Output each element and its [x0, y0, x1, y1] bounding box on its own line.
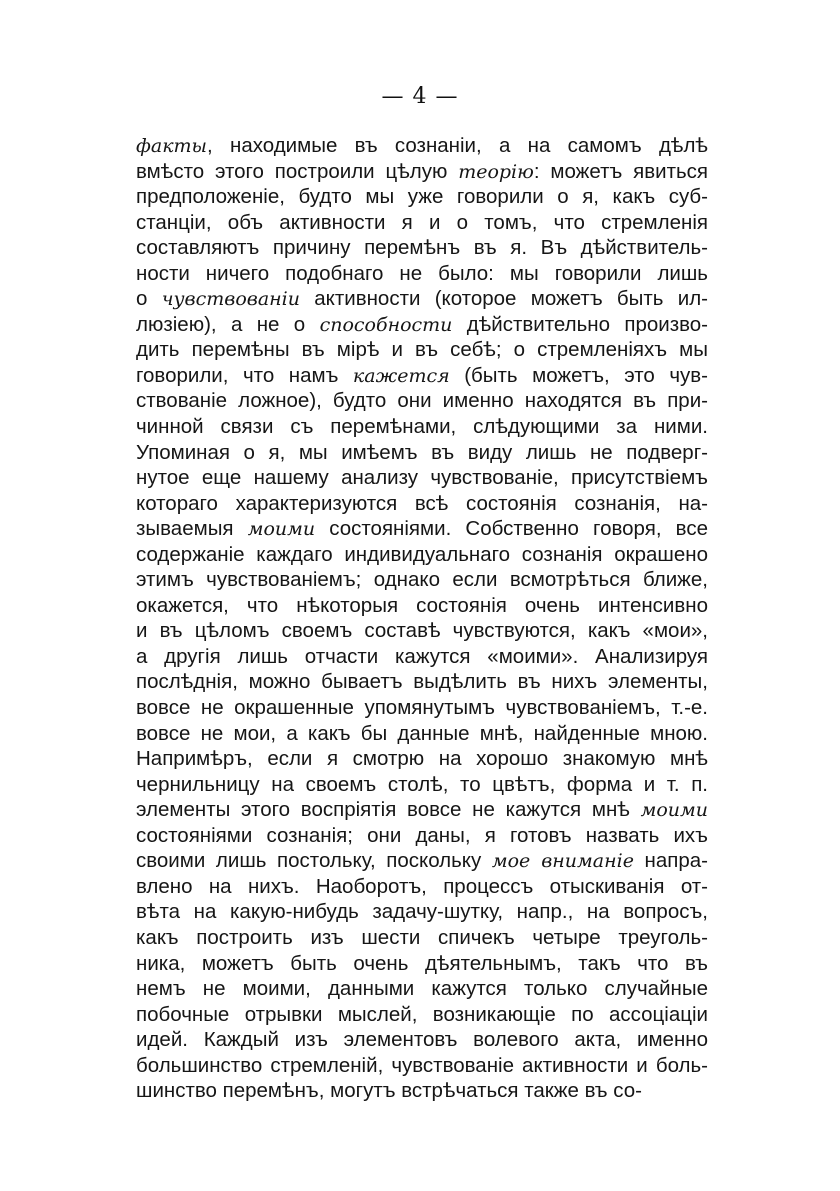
text-line	[136, 951, 708, 977]
text-run: состояніями. Собственно говоря, все	[315, 517, 708, 541]
text-run: окажется, что нѣкоторыя состоянія очень интенсивно	[136, 593, 708, 617]
text-line	[136, 516, 708, 542]
italic-emphasis: чувствованіи	[161, 288, 300, 311]
text-line	[136, 874, 708, 900]
text-run: дить перемѣны въ мірѣ и въ себѣ; о стремленіяхъ мы	[136, 338, 708, 362]
text-line	[136, 491, 708, 517]
text-run: элементы этого воспріятія вовсе не кажутся мнѣ	[136, 798, 641, 822]
text-line	[136, 159, 708, 185]
italic-emphasis: моими	[247, 518, 316, 541]
text-run: шинство перемѣнъ, могутъ встрѣчаться также въ со-	[136, 1079, 642, 1103]
text-run: состояніями сознанія; они даны, я готовъ назвать ихъ	[136, 823, 708, 847]
text-line	[136, 363, 708, 389]
text-run: чинной связи съ перемѣнами, слѣдующими за ними.	[136, 415, 708, 439]
text-run: зываемыя	[136, 517, 248, 541]
italic-emphasis: кажется	[352, 364, 450, 387]
text-line	[136, 848, 708, 874]
text-run: влено на нихъ. Наоборотъ, процессъ отыскиванія от-	[136, 874, 708, 898]
text-line	[136, 184, 708, 210]
italic-emphasis: моими	[640, 799, 708, 822]
text-run: большинство стремленій, чувствованіе активности и боль-	[136, 1053, 708, 1077]
text-run: побочные отрывки мыслей, возникающіе по ассоціаціи	[136, 1002, 708, 1026]
text-line	[136, 721, 708, 747]
text-line	[136, 772, 708, 798]
text-run: вѣта на какую-нибудь задачу-шутку, напр., на вопросъ,	[136, 900, 708, 924]
text-run: этимъ чувствованіемъ; однако если всмотрѣться ближе,	[136, 568, 708, 592]
text-run: : можетъ явиться	[533, 159, 708, 183]
text-line	[136, 644, 708, 670]
text-run: нутое еще нашему анализу чувствованіе, присутствіемъ	[136, 466, 708, 490]
text-run: (быть можетъ, это чув-	[449, 363, 709, 387]
text-line	[136, 261, 708, 287]
text-line	[136, 388, 708, 414]
text-line	[136, 797, 708, 823]
text-line	[136, 337, 708, 363]
text-line	[136, 1053, 708, 1079]
text-run: какъ построить изъ шести спичекъ четыре треуголь-	[136, 925, 708, 949]
text-line	[136, 925, 708, 951]
text-run: вмѣсто этого построили цѣлую	[136, 159, 459, 183]
text-run: ности ничего подобнаго не было: мы говорили лишь	[136, 261, 708, 285]
text-run: предположеніе, будто мы уже говорили о я, какъ суб-	[136, 185, 708, 209]
text-run: напра-	[633, 849, 709, 873]
text-line	[136, 618, 708, 644]
text-line	[136, 593, 708, 619]
text-line	[136, 1027, 708, 1053]
text-line	[136, 695, 708, 721]
text-line	[136, 414, 708, 440]
text-run: и въ цѣломъ своемъ составѣ чувствуются, какъ «мои»,	[136, 619, 708, 643]
text-run: составляютъ причину перемѣнъ въ я. Въ дѣйствитель-	[136, 236, 708, 260]
italic-emphasis: способности	[319, 313, 453, 336]
text-run: вовсе не окрашенные упомянутымъ чувствованіемъ, т.-е.	[136, 696, 708, 720]
text-run: немъ не моими, данными кажутся только случайные	[136, 977, 708, 1001]
italic-emphasis: мое вниманіе	[491, 850, 634, 873]
text-run: котораго характеризуются всѣ состоянія сознанія, на-	[136, 491, 708, 515]
text-run: а другія лишь отчасти кажутся «моими». Анализируя	[136, 644, 708, 668]
text-run: ника, можетъ быть очень дѣятельнымъ, такъ что въ	[136, 951, 708, 975]
text-run: Напримѣръ, если я смотрю на хорошо знакомую мнѣ	[136, 747, 708, 771]
text-line	[136, 669, 708, 695]
text-line	[136, 133, 708, 159]
text-run: дѣйствительно произво-	[452, 312, 708, 336]
text-line	[136, 440, 708, 466]
text-line	[136, 1002, 708, 1028]
text-line	[136, 746, 708, 772]
text-run: активности (которое можетъ быть ил-	[299, 287, 708, 311]
text-run: Упоминая о я, мы имѣемъ въ виду лишь не подверг-	[136, 440, 708, 464]
italic-emphasis: факты	[136, 135, 208, 157]
text-run: содержаніе каждаго индивидуальнаго сознанія окрашено	[136, 542, 708, 566]
text-line	[136, 312, 708, 338]
text-run: говорили, что намъ	[136, 363, 353, 387]
text-run: чернильницу на своемъ столѣ, то цвѣтъ, форма и т. п.	[136, 772, 708, 796]
page-number: — 4 —	[381, 84, 459, 109]
text-line	[136, 542, 708, 568]
text-run: ствованіе ложное), будто они именно находятся въ при-	[136, 389, 708, 413]
text-run: о	[136, 287, 162, 311]
text-line	[136, 567, 708, 593]
text-line	[136, 235, 708, 261]
italic-emphasis: теорію	[458, 160, 534, 183]
text-run: идей. Каждый изъ элементовъ волевого акта, именно	[136, 1028, 708, 1052]
text-line	[136, 210, 708, 236]
text-run: послѣднія, можно бываетъ выдѣлить въ нихъ элементы,	[136, 670, 708, 694]
text-run: люзіею), а не о	[136, 312, 320, 336]
text-run: , находимые въ сознаніи, а на самомъ дѣлѣ	[207, 134, 708, 157]
text-line	[136, 899, 708, 925]
text-line	[136, 465, 708, 491]
text-run: вовсе не мои, а какъ бы данные мнѣ, найденные мною.	[136, 721, 708, 745]
text-line	[136, 1078, 708, 1104]
text-line	[136, 286, 708, 312]
text-line	[136, 976, 708, 1002]
text-line	[136, 823, 708, 849]
text-run: своими лишь постольку, поскольку	[136, 849, 492, 873]
body-text	[136, 133, 708, 1104]
text-run: станціи, объ активности я и о томъ, что стремленія	[136, 210, 708, 234]
